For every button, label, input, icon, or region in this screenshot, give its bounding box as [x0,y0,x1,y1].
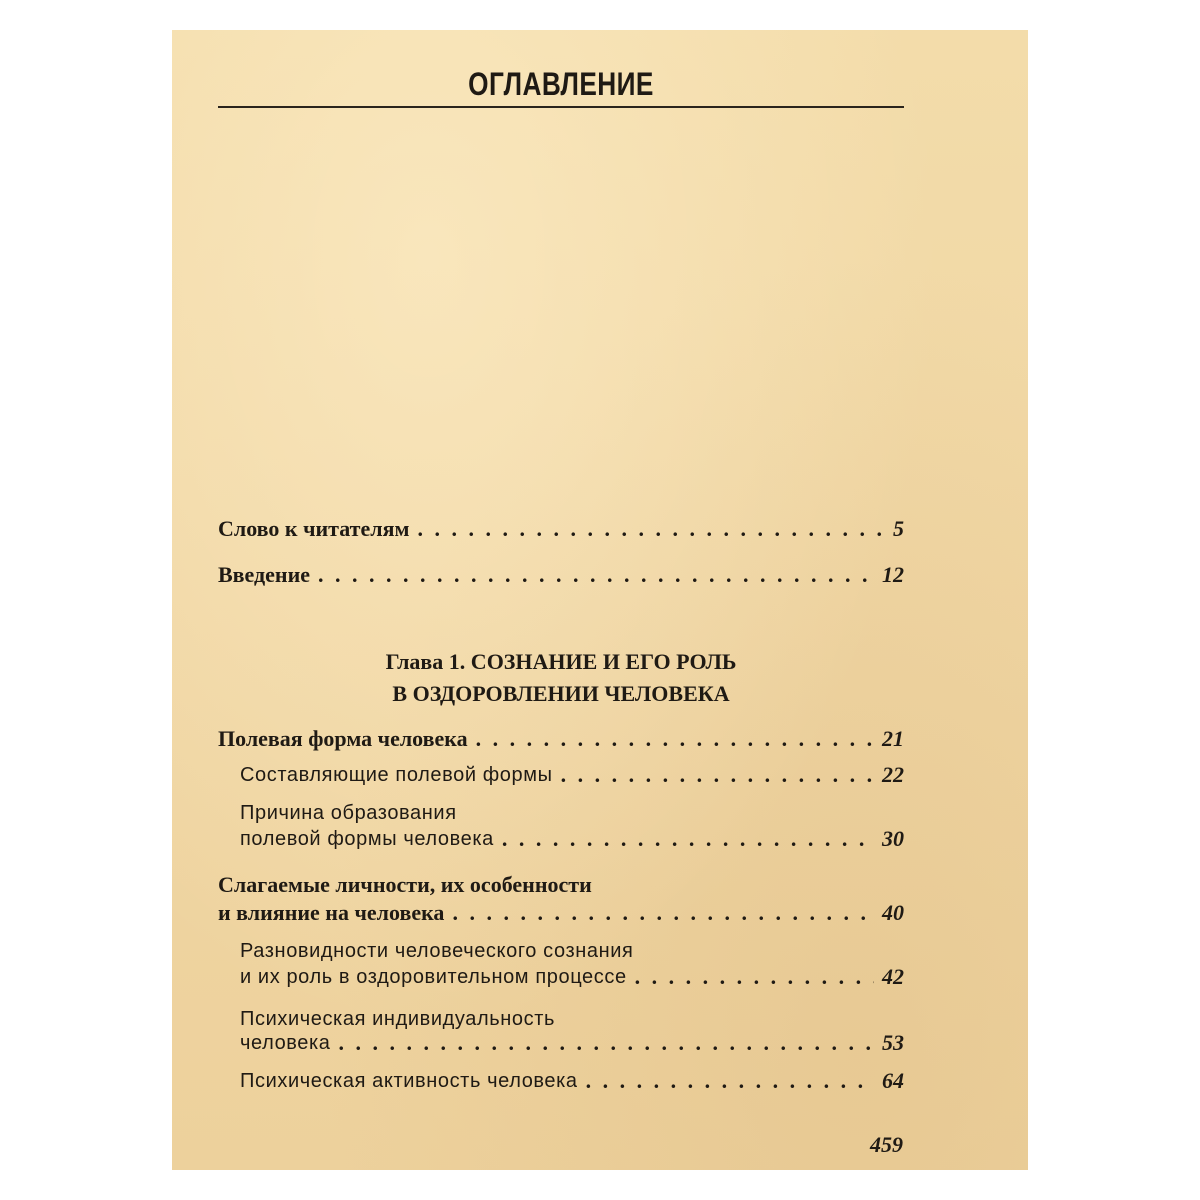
toc-subentry[interactable] [240,964,904,990]
toc-entry-title: Слово к читателям [218,516,410,541]
toc-entry-title: Полевая форма человека [218,726,468,751]
toc-entry-title: и их роль в оздоровительном процессе [240,966,627,988]
toc-entry[interactable] [218,516,904,542]
toc-entry-page: 64 [882,1068,904,1093]
toc-entry-page: 53 [882,1030,904,1055]
toc-header [218,62,904,112]
toc-entry-title-line: Слагаемые личности, их особенности [218,872,592,897]
toc-entry-title: человека [240,1032,331,1054]
toc-entry-page: 5 [893,516,904,541]
toc-subentry[interactable] [240,1030,904,1056]
leader-dots [561,762,874,788]
page-number: 459 [870,1132,903,1157]
toc-subentry[interactable] [240,826,904,852]
chapter-heading-line: В ОЗДОРОВЛЕНИИ ЧЕЛОВЕКА [392,681,730,706]
toc-entry[interactable] [218,900,904,926]
toc-entry-page: 42 [882,964,904,989]
toc-entry-page: 40 [882,900,904,925]
leader-dots [586,1068,874,1094]
leader-dots [339,1030,874,1056]
toc-entry-page: 30 [882,826,904,851]
toc-entry[interactable] [218,726,904,752]
header-rule [218,106,904,108]
toc-entry-page: 22 [882,762,904,787]
toc-entry-title: Введение [218,562,311,587]
book-page [172,30,1028,1170]
toc-entry-title-line: Психическая индивидуальность [240,1008,556,1030]
leader-dots [318,562,874,588]
page-title: ОГЛАВЛЕНИЕ [468,66,654,102]
leader-dots [452,900,874,926]
toc-entry-title: Психическая активность человека [240,1070,578,1092]
chapter-heading [218,646,904,710]
toc-entry-title-line: Разновидности человеческого сознания [240,940,634,962]
toc-entry-title: Составляющие полевой формы [240,764,553,786]
leader-dots [476,726,874,752]
toc-entry-page: 12 [882,562,904,587]
toc-entry-title: и влияние на человека [218,900,445,925]
leader-dots [502,826,874,852]
toc-entry-title: полевой формы человека [240,828,494,850]
toc-subentry[interactable] [240,1068,904,1094]
toc-entry-page: 21 [882,726,904,751]
leader-dots [417,516,885,542]
toc-entry[interactable] [218,562,904,588]
toc-entry-title-line: Причина образования [240,802,457,824]
chapter-heading-line: Глава 1. СОЗНАНИЕ И ЕГО РОЛЬ [385,649,737,674]
toc-subentry[interactable] [240,762,904,788]
leader-dots [635,964,874,990]
